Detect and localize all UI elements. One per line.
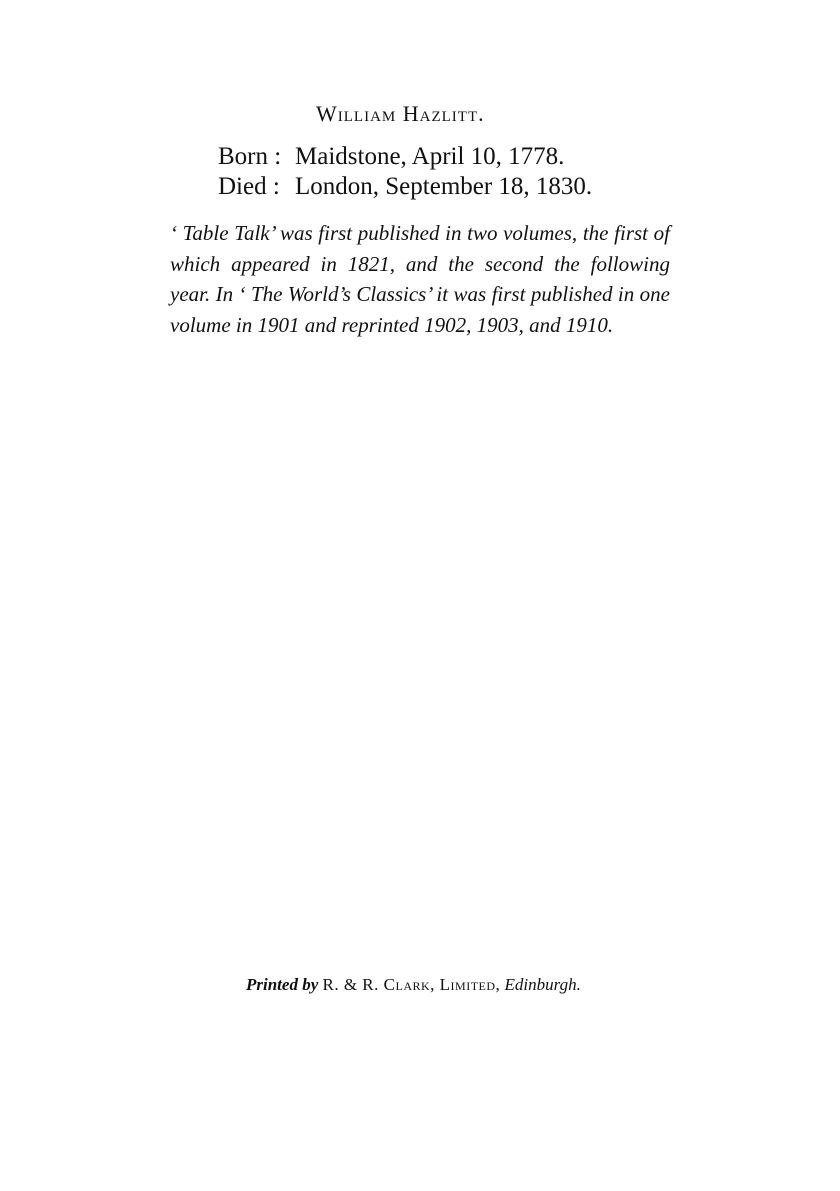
died-line [218,172,592,202]
publication-note: ‘ Table Talk’ was first published in two volumes, the first of which appeared in 1821, and the second the following year. In ‘ The World’s Classics’ it was first published in one volume in 1901 and reprinted 1902, 1903, and 1910. [170,221,670,337]
died-label: Died : [218,173,280,200]
life-dates [218,142,592,202]
died-value: London, September 18, 1830. [295,173,593,200]
born-label: Born : [218,143,282,170]
printer-name: R. & R. Clark, Limited, [322,975,501,994]
printer-imprint [246,975,581,995]
printer-place: Edinburgh. [504,975,581,994]
printed-by-label: Printed by [246,975,319,994]
author-name: William Hazlitt. [316,101,485,126]
born-line [218,142,592,172]
born-value: Maidstone, April 10, 1778. [295,143,565,170]
